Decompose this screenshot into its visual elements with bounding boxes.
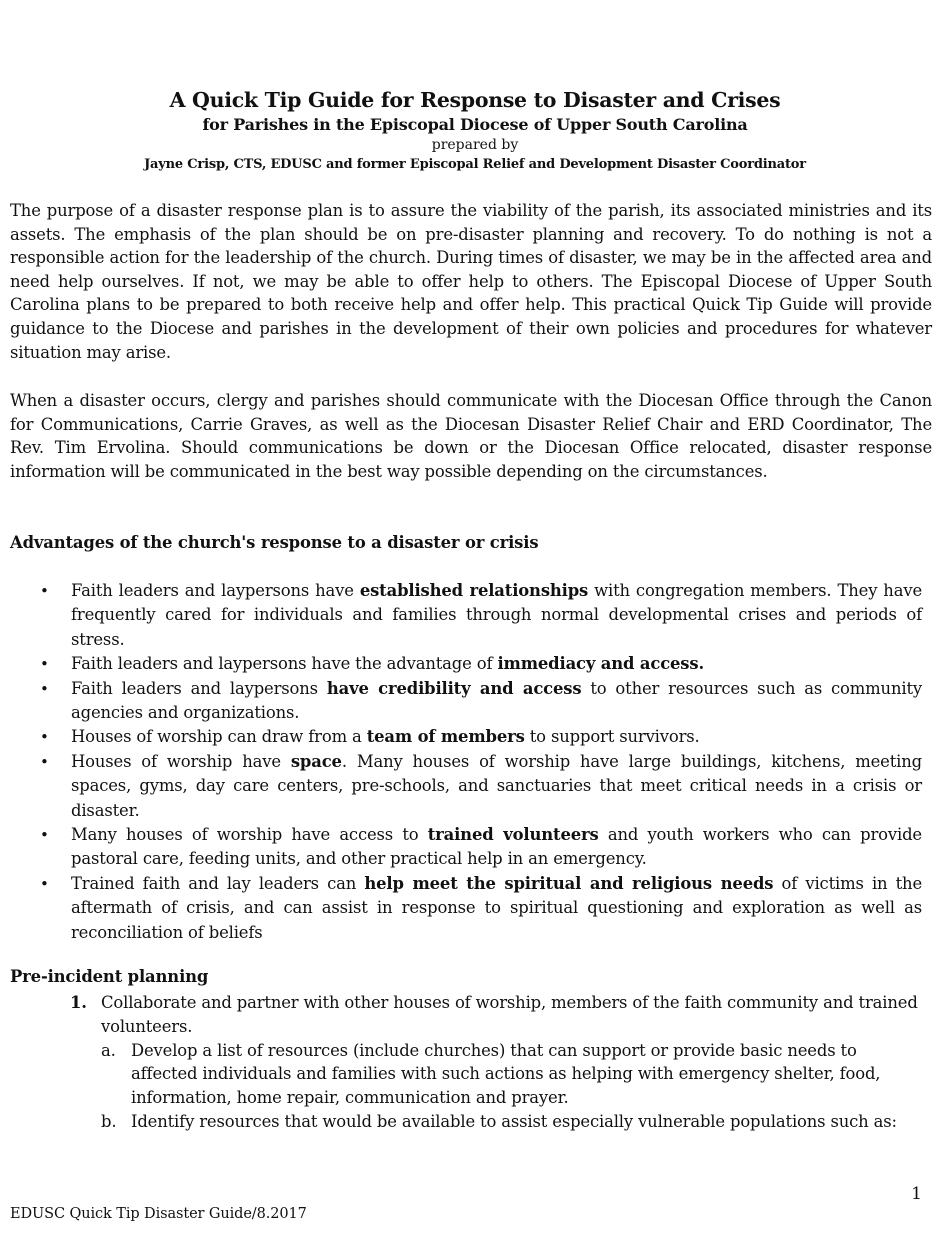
- advantage-emphasis: trained volunteers: [427, 825, 599, 845]
- advantage-item: [0, 652, 922, 676]
- advantage-emphasis: have credibility and access: [326, 678, 582, 698]
- intro-paragraph-communication: When a disaster occurs, clergy and parishes should communicate with the Diocesan Office through the Canon for Communications, Carrie Graves, as well as the Diocesan Disaster Relief Chair and ERD Coordinator, The Rev. Tim Ervolina. Should communications be down or the Diocesan Office relocated, disaster response information will be communicated in the best way possible depending on the circumstances.: [10, 391, 932, 481]
- page-number: 1: [911, 1184, 922, 1204]
- advantage-emphasis: space: [290, 751, 342, 771]
- advantage-text: of victims in the aftermath of crisis, and can assist in response to spiritual questioning and exploration as well as reconciliation of beliefs: [71, 873, 923, 942]
- advantage-text: Houses of worship can draw from a: [71, 727, 367, 747]
- pre-incident-heading: Pre-incident planning: [10, 967, 209, 986]
- advantage-text: with congregation members. They have frequently cared for individuals and families through normal developmental crises and periods of stress.: [71, 581, 922, 649]
- advantage-text: Trained faith and lay leaders can: [71, 873, 365, 893]
- document-subtitle: for Parishes in the Episcopal Diocese of Upper South Carolina: [202, 115, 748, 134]
- advantage-item: [0, 823, 922, 872]
- advantage-item: [0, 677, 922, 726]
- advantage-emphasis: team of members: [366, 727, 525, 747]
- planning-item-1: [0, 991, 922, 1134]
- planning-subitem-a: [101, 1039, 922, 1110]
- advantage-item: [0, 579, 922, 652]
- advantage-item: [0, 872, 922, 945]
- subitem-text: Develop a list of resources (include churches) that can support or provide basic needs to affected individuals and families with such actions as helping with emergency shelter, food, information, home repair, communication and prayer.: [131, 1040, 881, 1108]
- bullet-icon: •: [40, 679, 49, 698]
- advantage-text: Houses of worship have: [71, 751, 291, 771]
- advantage-text: Faith leaders and laypersons have the advantage of: [71, 654, 498, 674]
- advantage-text: Faith leaders and laypersons have: [71, 581, 360, 600]
- advantage-text: Faith leaders and laypersons: [71, 678, 327, 698]
- subitem-letter: b.: [101, 1111, 117, 1131]
- advantage-item: [0, 750, 922, 823]
- advantage-text: . Many houses of worship have large buildings, kitchens, meeting spaces, gyms, day care centers, pre-schools, and sanctuaries that meet critical needs in a crisis or disaster.: [71, 751, 922, 820]
- title-block: [0, 86, 950, 174]
- bullet-icon: •: [40, 582, 49, 600]
- advantage-emphasis: help meet the spiritual and religious needs: [364, 873, 774, 893]
- bullet-icon: •: [40, 655, 49, 674]
- planning-subitem-b: [101, 1110, 922, 1134]
- subitem-letter: a.: [101, 1040, 116, 1060]
- planning-list: [0, 991, 922, 1134]
- advantage-emphasis: immediacy and access.: [497, 654, 705, 674]
- planning-item-number: 1.: [70, 993, 87, 1012]
- bullet-icon: •: [40, 826, 49, 845]
- planning-sublist: [101, 1039, 922, 1134]
- document-title: A Quick Tip Guide for Response to Disaster and Crises: [169, 88, 781, 112]
- author-line: Jayne Crisp, CTS, EDUSC and former Episcopal Relief and Development Disaster Coordinator: [144, 157, 806, 172]
- advantage-emphasis: established relationships: [359, 581, 589, 600]
- advantage-text: and youth workers who can provide pastoral care, feeding units, and other practical help in an emergency.: [71, 825, 922, 869]
- footer-text: EDUSC Quick Tip Disaster Guide/8.2017: [10, 1206, 307, 1222]
- intro-paragraph-purpose: The purpose of a disaster response plan is to assure the viability of the parish, its associated ministries and its assets. The emphasis of the plan should be on pre-disaster planning and recovery. To do nothing is not a responsible action for the leadership of the church. During times of disaster, we may be in the affected area and need help ourselves. If not, we may be able to offer help to others. The Episcopal Diocese of Upper South Carolina plans to be prepared to both receive help and offer help. This practical Quick Tip Guide will provide guidance to the Diocese and parishes in the development of their own policies and procedures for whatever situation may arise.: [10, 201, 932, 362]
- planning-item-text: Collaborate and partner with other houses of worship, members of the faith community and trained volunteers.: [101, 993, 918, 1036]
- subitem-text: Identify resources that would be available to assist especially vulnerable populations such as:: [131, 1111, 897, 1131]
- advantages-list: [0, 579, 922, 945]
- prepared-by-label: prepared by: [431, 137, 519, 153]
- bullet-icon: •: [40, 728, 49, 747]
- advantages-heading: Advantages of the church's response to a disaster or crisis: [10, 533, 539, 552]
- advantage-text: Many houses of worship have access to: [71, 825, 428, 845]
- advantage-text: to support survivors.: [524, 727, 700, 747]
- bullet-icon: •: [40, 874, 49, 893]
- advantage-text: to other resources such as community agencies and organizations.: [71, 678, 922, 723]
- bullet-icon: •: [40, 752, 49, 771]
- advantage-item: [0, 725, 922, 749]
